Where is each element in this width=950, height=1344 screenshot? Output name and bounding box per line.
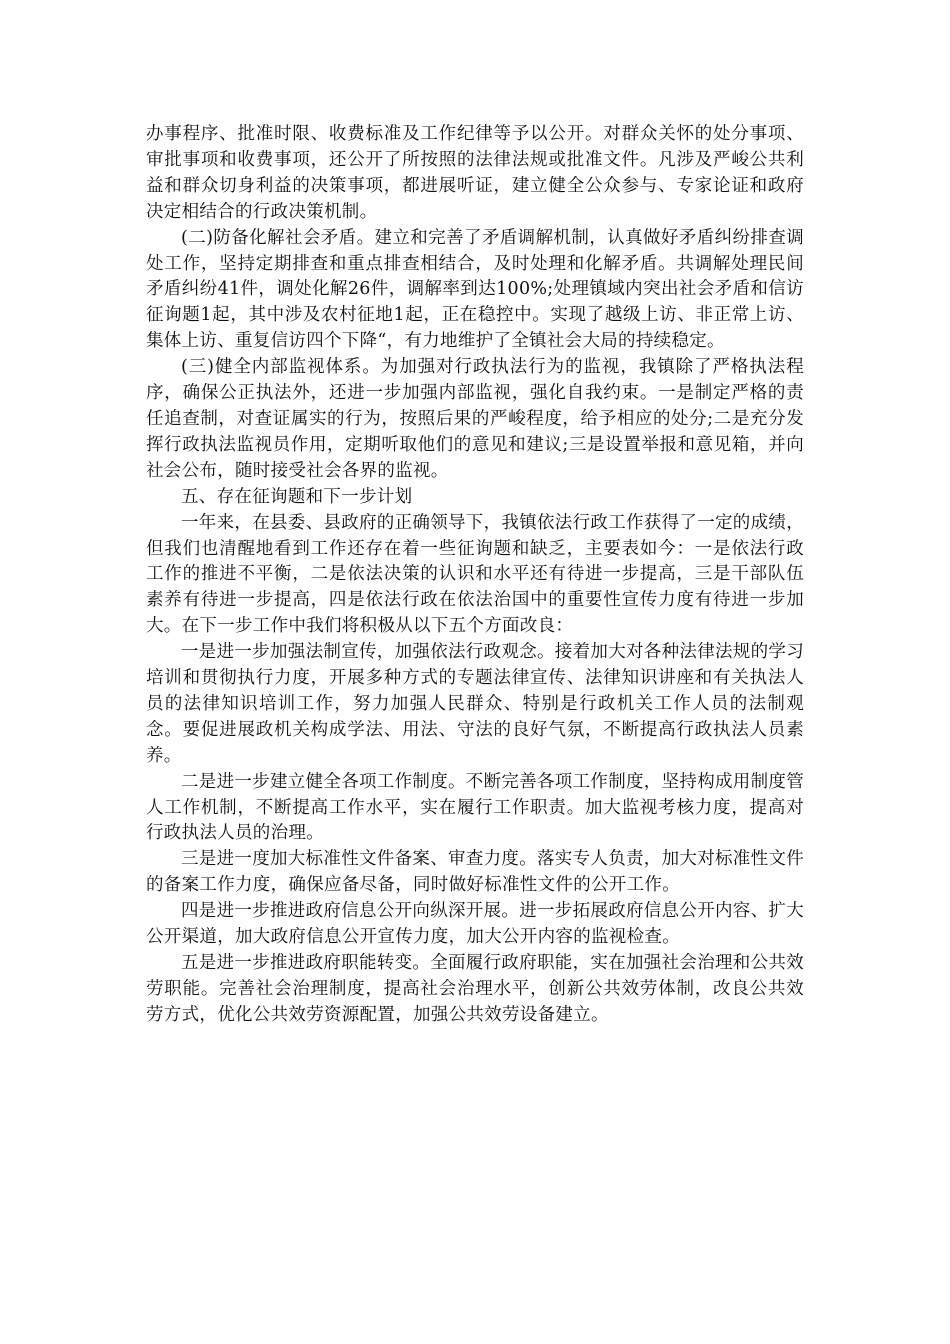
paragraph-internal-supervision: (三)健全内部监视体系。为加强对行政执法行为的监视，我镇除了严格执法程序，确保公正执法外，还进一步加强内部监视，强化自我约束。一是制定严格的责任追查制，对查证属实的行为，按照后果的严峻程度，给予相应的处分;二是充分发挥行政执法监视员作用，定期听取他们的意见和建议;三是设置举报和意见箱，并向社会公布，随时接受社会各界的监视。 xyxy=(146,357,804,481)
paragraph-summary: 一年来，在县委、县政府的正确领导下，我镇依法行政工作获得了一定的成绩，但我们也清醒地看到工作还存在着一些征询题和缺乏，主要表如今：一是依法行政工作的推进不平衡，二是依法决策的认识和水平还有待进一步提高，三是干部队伍素养有待进一步提高，四是依法行政在依法治国中的重要性宣传力度有待进一步加大。在下一步工作中我们将积极从以下五个方面改良： xyxy=(146,512,804,637)
paragraph-continued: 办事程序、批准时限、收费标准及工作纪律等予以公开。对群众关怀的处分事项、审批事项和收费事项，还公开了所按照的法律法规或批准文件。凡涉及严峻公共利益和群众切身利益的决策事项，都进展听证，建立健全公众参与、专家论证和政府决定相结合的行政决策机制。 xyxy=(146,124,804,222)
paragraph-point-five: 五是进一步推进政府职能转变。全面履行政府职能，实在加强社会治理和公共效劳职能。完善社会治理制度，提高社会治理水平，创新公共效劳体制，改良公共效劳方式，优化公共效劳资源配置，加强公共效劳设备建立。 xyxy=(146,953,804,1025)
paragraph-resolve-disputes: (二)防备化解社会矛盾。建立和完善了矛盾调解机制，认真做好矛盾纠纷排查调处工作，坚持定期排查和重点排查相结合，及时处理和化解矛盾。共调解处理民间矛盾纠纷41件，调处化解26件，调解率到达100%;处理镇域内突出社会矛盾和信访征询题1起，其中涉及农村征地1起，正在稳控中。实现了越级上访、非正常上访、集体上访、重复信访四个下降“，有力地维护了全镇社会大局的持续稳定。 xyxy=(146,227,804,352)
paragraph-point-three: 三是进一度加大标准性文件备案、审查力度。落实专人负责，加大对标准性文件的备案工作力度，确保应备尽备，同时做好标准性文件的公开工作。 xyxy=(146,849,804,896)
paragraph-point-one: 一是进一步加强法制宣传，加强依法行政观念。接着加大对各种法律法规的学习培训和贯彻执行力度，开展多种方式的专题法律宣传、法律知识讲座和有关执法人员的法律知识培训工作，努力加强人民群众、特别是行政机关工作人员的法制观念。要促进展政机关构成学法、用法、守法的良好气氛，不断提高行政执法人员素养。 xyxy=(146,642,804,766)
section-heading: 五、存在征询题和下一步计划 xyxy=(181,486,413,507)
document-body xyxy=(146,122,804,1029)
paragraph-point-four: 四是进一步推进政府信息公开向纵深开展。进一步拓展政府信息公开内容、扩大公开渠道，加大政府信息公开宣传力度，加大公开内容的监视检查。 xyxy=(146,901,804,948)
paragraph-point-two: 二是进一步建立健全各项工作制度。不断完善各项工作制度，坚持构成用制度管人工作机制，不断提高工作水平，实在履行工作职责。加大监视考核力度，提高对行政执法人员的治理。 xyxy=(146,771,804,844)
